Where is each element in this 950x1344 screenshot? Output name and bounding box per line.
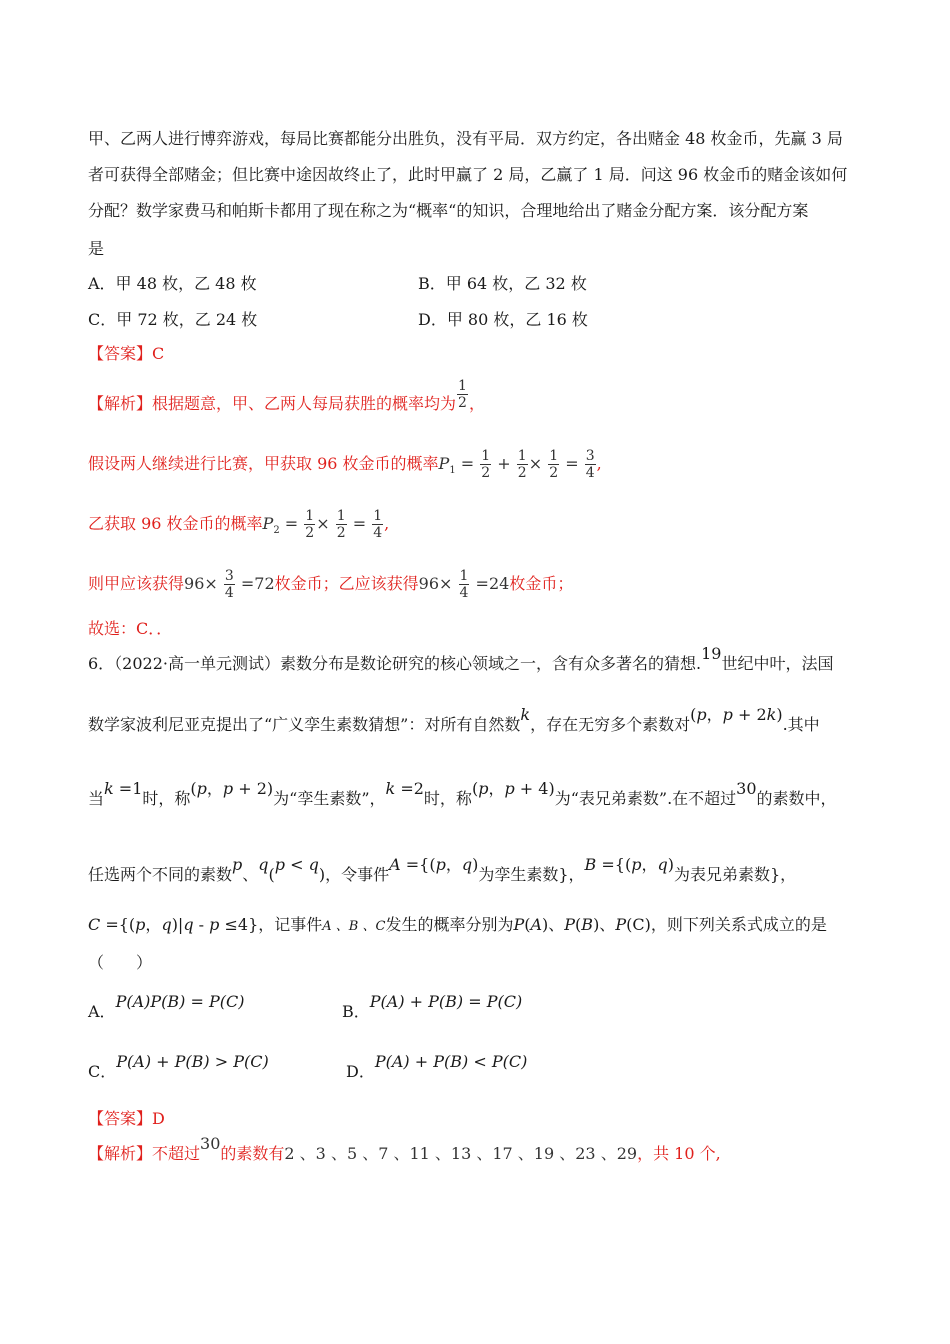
stem-text: 为孪生素数}， <box>478 865 585 884</box>
analysis-text: ， <box>468 394 485 413</box>
option-formula: P(A) + P(B) = P(C) <box>369 992 523 1011</box>
math-set-b: B ={(p，q) <box>584 855 674 874</box>
stem-text: 时，称 <box>142 789 191 808</box>
stem-text: 发生的概率分别为 <box>385 915 514 934</box>
option-formula: P(A) + P(B) < P(C) <box>374 1052 528 1071</box>
answer-label: 【答案】 <box>88 1109 153 1128</box>
analysis-text: ，共 10 个, <box>637 1144 721 1163</box>
stem-text: 时，称 <box>423 789 472 808</box>
stem-text: 6．（2022·高一单元测试）素数分布是数论研究的核心领域之一，含有众多著名的猜想. <box>88 654 702 673</box>
answer-label: 【答案】 <box>88 344 153 363</box>
q5-option-c[interactable]: C．甲 72 枚，乙 24 枚 <box>88 310 258 329</box>
q5-stem-line-1: 甲、乙两人进行博弈游戏，每局比赛都能分出胜负，没有平局．双方约定，各出赌金 48 枚金币，先赢 3 局 <box>88 129 843 148</box>
math-events: A 、B 、C <box>322 919 386 934</box>
stem-text: 为“表兄弟素数”.在不超过 <box>554 789 737 808</box>
q6-stem-line-3 <box>88 779 837 810</box>
math-probs: P(A)、P(B)、P(C) <box>513 915 651 934</box>
q5-option-a[interactable]: A．甲 48 枚，乙 48 枚 <box>88 274 257 293</box>
formula-jia: 96× $\frac{3}{4}$ =72 <box>184 568 275 601</box>
q5-answer <box>88 343 164 365</box>
q6-stem-line-1 <box>88 644 834 675</box>
formula-p2: $P_2$ = $\frac{1}{2}$ × $\frac{1}{2}$ = $\frac{1}{4}$ <box>262 508 383 541</box>
answer-value: C <box>152 344 165 363</box>
math-pair-p-p2k: (p，p + 2k) <box>690 705 783 724</box>
option-label: A． <box>88 1002 116 1021</box>
math-pair-p-p4: (p，p + 4) <box>471 779 555 798</box>
q5-analysis-line-3: 乙获取 96 枚金币的概率$P_2$ = $\frac{1}{2}$ × $\frac{1}{2}$ = $\frac{1}{4}$ , <box>88 508 390 541</box>
math-p-lt-q: p < q <box>274 855 319 874</box>
stem-text: ，令事件 <box>325 865 390 884</box>
stem-text: 任选两个不同的素数 <box>88 865 233 884</box>
q6-option-a[interactable] <box>88 992 245 1023</box>
q5-stem-line-2: 者可获得全部赌金；但比赛中途因故终止了，此时甲赢了 2 局，乙赢了 1 局．问这 96 枚金币的赌金该如何 <box>88 165 848 184</box>
q6-answer <box>88 1108 165 1130</box>
stem-text: .其中 <box>782 715 820 734</box>
math-k: k <box>520 705 531 724</box>
analysis-text: 假设两人继续进行比赛，甲获取 96 枚金币的概率 <box>88 454 439 473</box>
stem-number: 19 <box>701 644 722 663</box>
math-p: p <box>232 855 243 874</box>
q6-option-d[interactable] <box>346 1052 528 1083</box>
math-q: q <box>258 855 269 874</box>
stem-number: 30 <box>736 779 757 798</box>
stem-text: 世纪中叶，法国 <box>721 654 834 673</box>
stem-text: 当 <box>88 789 105 808</box>
analysis-label: 【解析】 <box>88 394 153 413</box>
q5-option-b[interactable]: B．甲 64 枚，乙 32 枚 <box>418 274 587 293</box>
stem-text: 的素数中， <box>756 789 837 808</box>
q5-analysis-line-1 <box>88 378 485 421</box>
option-label: C． <box>88 1062 117 1081</box>
answer-value: D <box>152 1109 165 1128</box>
fraction-half: $\frac{1}{2}$ <box>458 378 467 411</box>
stem-text: ，记事件 <box>258 915 323 934</box>
option-label: D． <box>346 1062 375 1081</box>
option-formula: P(A)P(B) = P(C) <box>115 992 245 1011</box>
stem-text: 数学家波利尼亚克提出了“广义孪生素数猜想”：对所有自然数 <box>88 715 521 734</box>
stem-text: ，则下列关系式成立的是 <box>650 915 827 934</box>
math-k-eq-1: k =1 <box>104 779 143 798</box>
q5-analysis-line-5: 故选：C．． <box>88 619 173 638</box>
stem-text: 为“孪生素数”， <box>273 789 386 808</box>
analysis-text: 乙获取 96 枚金币的概率 <box>88 514 263 533</box>
q6-option-b[interactable] <box>342 992 523 1023</box>
formula-yi: 96× $\frac{1}{4}$ =24 <box>418 568 510 601</box>
formula-p1: $P_1$ = $\frac{1}{2}$ + $\frac{1}{2}$ × $\frac{1}{2}$ = $\frac{3}{4}$ <box>438 448 595 481</box>
q6-stem-line-2 <box>88 705 820 736</box>
q6-option-c[interactable] <box>88 1052 269 1083</box>
analysis-text: 枚金币； <box>509 574 574 593</box>
analysis-text: 则甲应该获得 <box>88 574 185 593</box>
prime-list: 2 、3 、5 、7 、11 、13 、17 、19 、23 、29 <box>284 1144 638 1163</box>
math-pair-p-p2: (p，p + 2) <box>190 779 274 798</box>
math-set-a: A ={(p，q) <box>389 855 479 874</box>
q6-analysis-line-1 <box>88 1134 721 1165</box>
q5-analysis-line-4 <box>88 568 573 601</box>
analysis-text: 不超过 <box>152 1144 201 1163</box>
analysis-number: 30 <box>200 1134 221 1153</box>
q5-option-d[interactable]: D．甲 80 枚，乙 16 枚 <box>418 310 588 329</box>
q5-stem-line-3: 分配？数学家费马和帕斯卡都用了现在称之为“概率“的知识，合理地给出了赌金分配方案．该分配方案 <box>88 201 809 220</box>
math-set-c: C ={(p，q)|q - p ≤4} <box>88 915 259 934</box>
q5-analysis-line-2: 假设两人继续进行比赛，甲获取 96 枚金币的概率$P_1$ = $\frac{1}{2}$ + $\frac{1}{2}$ × $\frac{1}{2}$ = $\frac{3}{4}$ , <box>88 448 602 481</box>
option-label: B． <box>342 1002 370 1021</box>
q6-stem-line-5 <box>88 914 827 938</box>
math-k-eq-2: k =2 <box>385 779 424 798</box>
analysis-text: 根据题意，甲、乙两人每局获胜的概率均为 <box>152 394 457 413</box>
analysis-text: 的素数有 <box>220 1144 285 1163</box>
analysis-label: 【解析】 <box>88 1144 153 1163</box>
stem-text: 为表兄弟素数}， <box>674 865 797 884</box>
stem-text: ，存在无穷多个素数对 <box>530 715 691 734</box>
stem-text: 、 <box>242 865 259 884</box>
q6-stem-line-4: 任选两个不同的素数p、q(p < q)，令事件A ={(p，q)为孪生素数}，B ={(p，q)为表兄弟素数}， <box>88 855 797 884</box>
analysis-text: 枚金币；乙应该获得 <box>274 574 419 593</box>
option-formula: P(A) + P(B) > P(C) <box>116 1052 269 1071</box>
q5-stem-line-4: 是 <box>88 239 105 258</box>
q6-stem-line-6: （ ） <box>88 953 153 972</box>
